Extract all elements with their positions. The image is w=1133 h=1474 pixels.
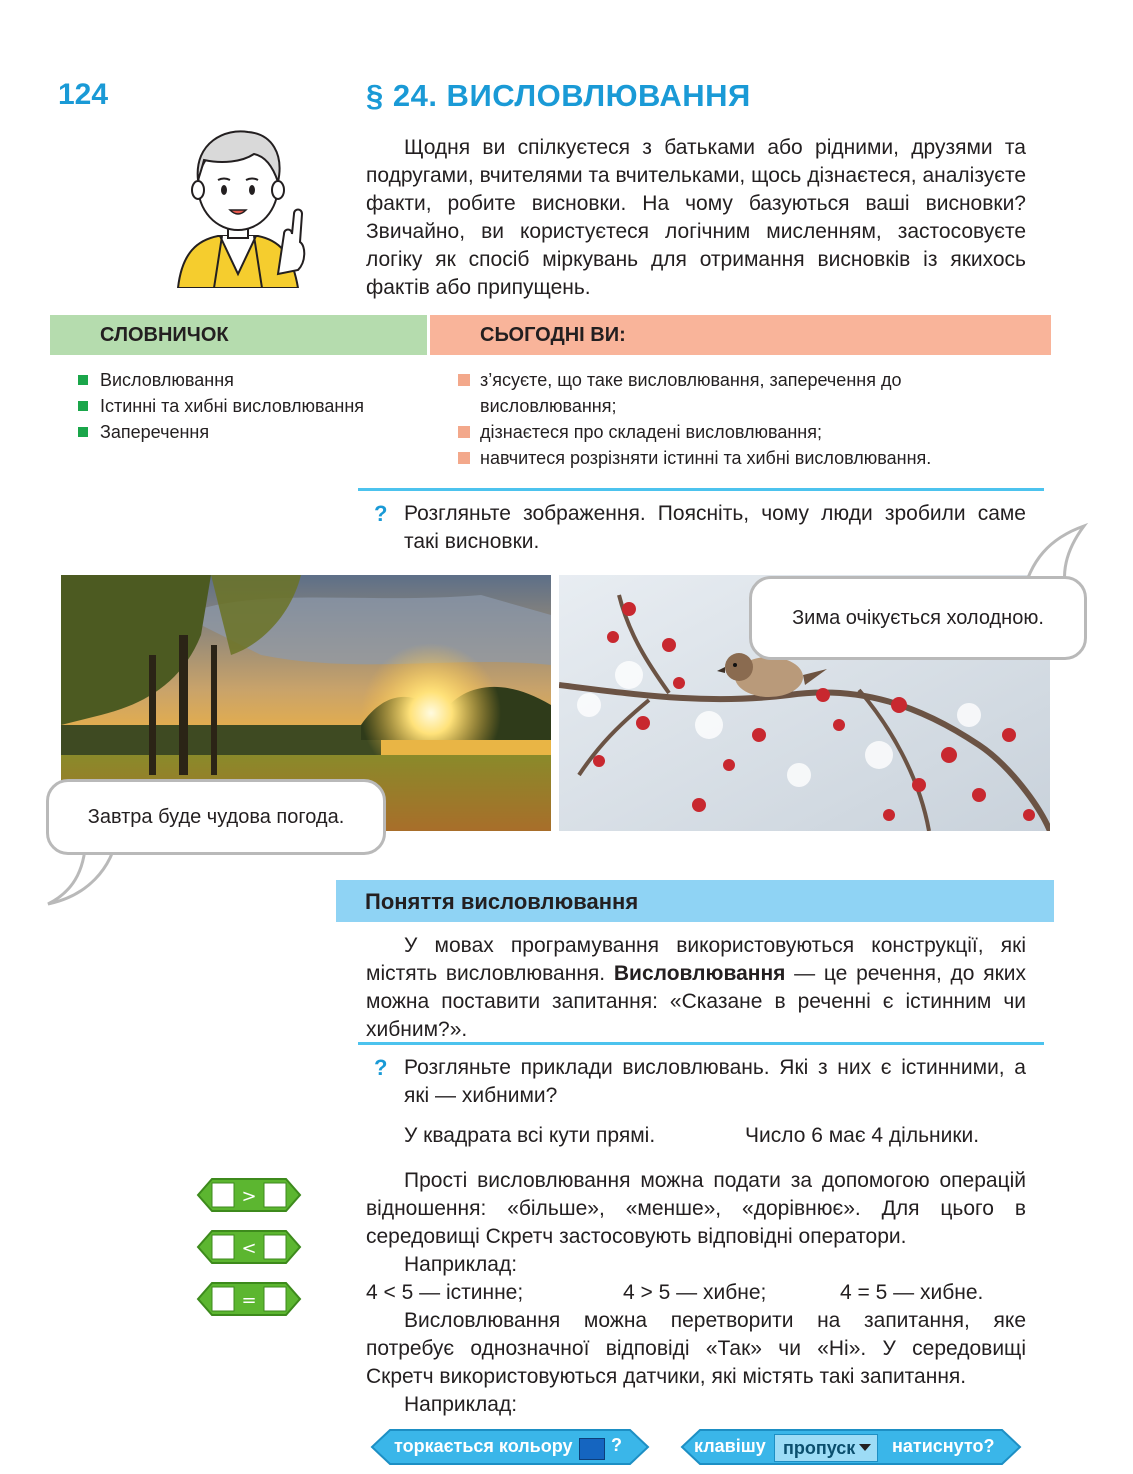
less-than-operator-block [196,1229,302,1265]
vocabulary-item: Висловлювання [78,367,364,393]
operator-symbol: > [241,1186,257,1207]
question-text: Розгляньте приклади висловлювань. Які з них є істинними, а які — хибними? [404,1056,1026,1107]
vocabulary-list [78,367,364,445]
key-pressed-sensor-block [680,1428,1022,1466]
key-dropdown [774,1434,878,1462]
divider [358,1042,1044,1045]
definition-term: Висловлювання [613,962,786,985]
definition-paragraph [366,932,1026,1044]
definition-text-after: — це речення, до яких можна поставити запитання: «Сказане в реченні є істинним чи хибним?». [366,962,1026,1041]
sensor-label: клавішу [694,1436,766,1456]
section-header [336,880,1054,922]
color-swatch [579,1438,605,1460]
today-item: дізнаєтеся про складені висловлювання; [458,419,1018,445]
greater-than-operator-block [196,1177,302,1213]
example-false: 4 > 5 — хибне; [623,1281,767,1304]
today-list [458,367,1018,471]
speech-bubble-left-text: Завтра буде чудова погода. [87,805,345,828]
vocabulary-header [50,315,427,355]
intro-paragraph: Щодня ви спілкуєтеся з батьками або рідними, друзями та подругами, вчителями та вчительками, щось дізнаєтеся, аналізуєте факти, робите висновки. На чому базуються ваші висновки? Звичайно, ви користуєтеся логічним мисленням, застосовуєте логіку як спосіб міркувань для отримання висновків із якихось фактів або припущень. [366,136,1026,299]
operator-symbol: < [241,1238,257,1259]
section-title: Поняття висловлювання [365,889,639,914]
chevron-down-icon [859,1444,871,1451]
example-label: Наприклад: [404,1393,518,1416]
example-true: 4 < 5 — істинне; [366,1281,524,1304]
definition-text-before: У мовах програмування використовуються конструкції, які містять висловлювання. [366,934,1026,985]
today-item: навчитеся розрізняти істинні та хибні висловлювання. [458,445,1018,471]
today-label: СЬОГОДНІ ВИ: [480,324,626,346]
vocabulary-item: Істинні та хибні висловлювання [78,393,364,419]
touching-color-sensor-block [370,1428,650,1466]
example-statement: Число 6 має 4 дільники. [745,1124,980,1147]
body-paragraph: Прості висловлювання можна подати за допомогою операцій відношення: «більше», «менше», «дорівнює». Для цього в середовищі Скретч застосовують відповідні оператори. [366,1169,1026,1248]
sensor-suffix: натиснуто? [892,1436,995,1456]
sensor-suffix: ? [611,1435,622,1455]
body-paragraph: Висловлювання можна перетворити на запитання, яке потребує однозначної відповіді «Так» чи «Ні». У середовищі Скретч використовуються датчики, які містять такі запитання. [366,1309,1026,1388]
equals-operator-block [196,1281,302,1317]
sensor-label: торкається кольору [394,1436,573,1456]
section-heading: § 24. ВИСЛОВЛЮВАННЯ [366,78,751,113]
today-item: з’ясуєте, що таке висловлювання, заперечення до висловлювання; [458,367,1000,419]
page-number: 124 [58,78,109,111]
vocabulary-label: СЛОВНИЧОК [100,324,229,346]
boy-pointing-illustration [168,124,308,288]
question-text: Розгляньте зображення. Поясніть, чому люди зробили саме такі висновки. [404,502,1026,553]
vocabulary-item: Заперечення [78,419,364,445]
key-dropdown-value: пропуск [783,1438,856,1458]
question-mark-icon: ? [374,501,388,526]
divider [358,488,1044,491]
speech-bubble-right-text: Зима очікується холодною. [792,606,1044,629]
operator-symbol: = [241,1290,257,1311]
example-label: Наприклад: [404,1253,518,1276]
speech-bubble-right [749,576,1087,660]
question-mark-icon: ? [374,1055,388,1080]
today-header [430,315,1051,355]
speech-bubble-left [46,779,386,855]
example-false: 4 = 5 — хибне. [840,1281,984,1304]
example-statement: У квадрата всі кути прямі. [404,1124,656,1147]
